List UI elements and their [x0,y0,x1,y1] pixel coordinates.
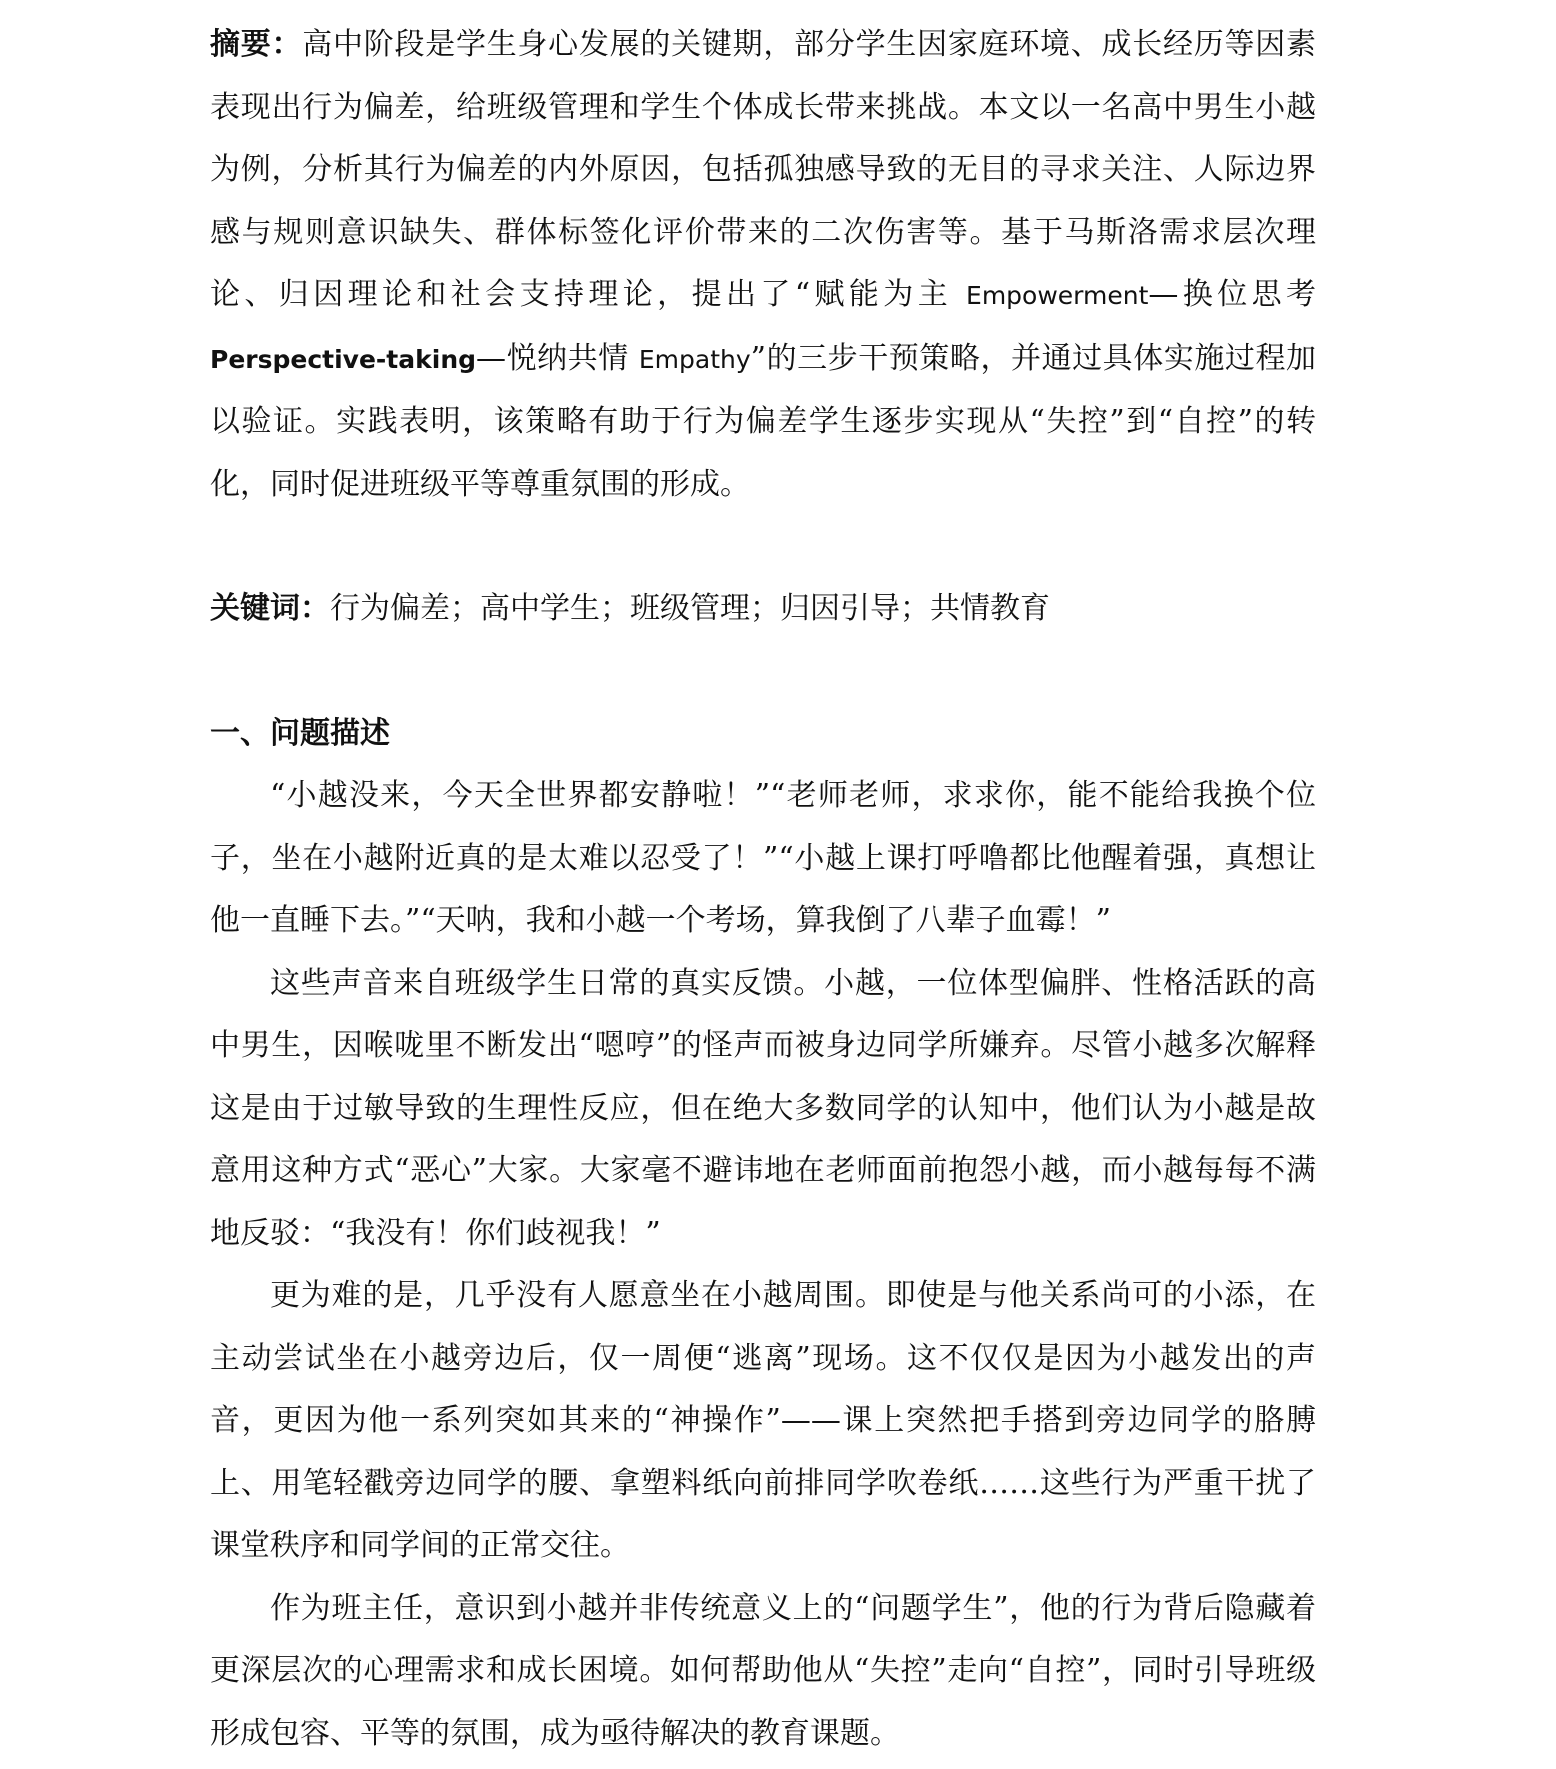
abstract-paragraph [210,14,1316,516]
keywords-paragraph [210,578,1316,641]
keywords-text: 行为偏差；高中学生；班级管理；归因引导；共情教育 [330,591,1050,626]
body-paragraph: 作为班主任，意识到小越并非传统意义上的“问题学生”，他的行为背后隐藏着更深层次的心理需求和成长困境。如何帮助他从“失控”走向“自控”，同时引导班级形成包容、平等的氛围，成为亟待解决的教育课题。 [210,1590,1316,1751]
body-paragraph: 这些声音来自班级学生日常的真实反馈。小越，一位体型偏胖、性格活跃的高中男生，因喉咙里不断发出“嗯哼”的怪声而被身边同学所嫌弃。尽管小越多次解释这是由于过敏导致的生理性反应，但在绝大多数同学的认知中，他们认为小越是故意用这种方式“恶心”大家。大家毫不避讳地在老师面前抱怨小越，而小越每每不满地反驳：“我没有！你们歧视我！” [210,965,1316,1251]
abstract-text-4: ”的三步干预策略，并通过具体实施过程加以验证。实践表明，该策略有助于行为偏差学生逐步实现从“失控”到“自控”的转化，同时促进班级平等尊重氛围的形成。 [210,340,1316,502]
abstract-label: 摘要： [210,27,303,62]
abstract-term-empowerment: Empowerment [966,281,1149,310]
section-heading: 一、问题描述 [210,715,390,751]
body-paragraph: “小越没来，今天全世界都安静啦！”“老师老师，求求你，能不能给我换个位子，坐在小越附近真的是太难以忍受了！”“小越上课打呼噜都比他醒着强，真想让他一直睡下去。”“天呐，我和小越一个考场，算我倒了八辈子血霉！” [210,778,1316,938]
abstract-term-empathy: Empathy [638,344,751,374]
abstract-text-1: 高中阶段是学生身心发展的关键期，部分学生因家庭环境、成长经历等因素表现出行为偏差，给班级管理和学生个体成长带来挑战。本文以一名高中男生小越为例，分析其行为偏差的内外原因，包括孤独感导致的无目的寻求关注、人际边界感与规则意识缺失、群体标签化评价带来的二次伤害等。基于马斯洛需求层次理论、归因理论和社会支持理论，提出了“赋能为主 [210,27,1317,312]
abstract-text-3: —悦纳共情 [476,340,639,376]
abstract-text-2: —换位思考 [1148,277,1316,312]
abstract-term-perspective-taking: Perspective-taking [210,344,477,374]
document-page [210,14,1316,1765]
body-paragraph: 更为难的是，几乎没有人愿意坐在小越周围。即使是与他关系尚可的小添，在主动尝试坐在小越旁边后，仅一周便“逃离”现场。这不仅仅是因为小越发出的声音，更因为他一系列突如其来的“神操作”——课上突然把手搭到旁边同学的胳膊上、用笔轻戳旁边同学的腰、拿塑料纸向前排同学吹卷纸……这些行为严重干扰了课堂秩序和同学间的正常交往。 [210,1278,1316,1563]
spacer [210,516,1316,578]
spacer [210,641,1316,703]
keywords-label: 关键词： [210,591,330,626]
